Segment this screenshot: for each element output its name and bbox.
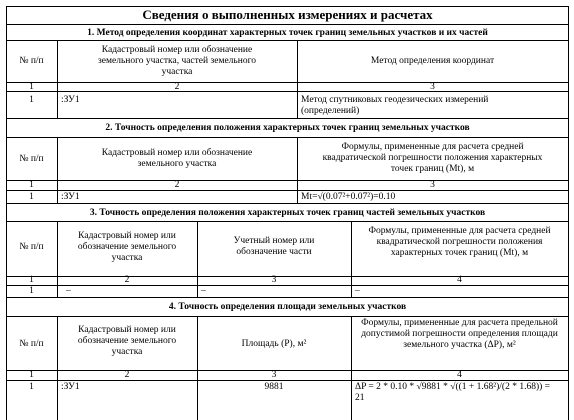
column-number: 4 [457, 275, 462, 285]
column-number: 1 [29, 180, 34, 190]
column-header: Учетный номер или обозначение части [233, 236, 315, 257]
row-number: 1 [29, 95, 34, 105]
column-number: 2 [174, 180, 180, 190]
column-header: Кадастровый номер или обозначение земельного участка [101, 148, 253, 169]
column-number: 1 [29, 82, 34, 92]
cell-method: Метод спутниковых геодезических измерений (определений) [301, 95, 489, 116]
cell-formula: ΔP = 2 * 0.10 * √9881 * √((1 + 1.68²)/(2 * 1.68)) = 21 [355, 382, 551, 403]
section-heading: 3. Точность определения положения характерных точек границ частей земельных участков [89, 208, 486, 218]
section-heading: 1. Метод определения координат характерных точек границ земельных участков и их частей [87, 28, 488, 38]
rule [6, 221, 569, 222]
cell-designation: – [66, 286, 71, 296]
rule [197, 316, 198, 420]
rule [6, 297, 569, 298]
column-number: 3 [430, 180, 435, 190]
rule [297, 40, 298, 118]
column-header: Кадастровый номер или обозначение земельного участка [77, 325, 177, 357]
column-header: Кадастровый номер или обозначение земельного участка [77, 231, 177, 263]
row-number: 1 [29, 286, 34, 296]
column-header: № п/п [19, 154, 44, 164]
row-number: 1 [29, 382, 34, 392]
column-header: № п/п [19, 339, 44, 349]
section-heading: 4. Точность определения площади земельных участков [168, 302, 407, 312]
rule [6, 40, 569, 41]
rule [6, 118, 569, 119]
column-number: 3 [271, 275, 277, 285]
rule [6, 316, 569, 317]
column-number: 2 [174, 82, 180, 92]
column-number: 4 [457, 370, 462, 380]
column-number: 2 [124, 370, 130, 380]
cell-designation: :ЗУ1 [61, 382, 80, 392]
column-number: 1 [29, 275, 34, 285]
rule [6, 137, 569, 138]
column-header: Формулы, примененные для расчета средней квадратической погрешности положения характерных точек границ (Mt), м [322, 142, 543, 174]
column-number: 3 [271, 370, 277, 380]
column-header: № п/п [19, 56, 44, 66]
rule [57, 137, 58, 203]
cell-formula: Mt=√(0.07²+0.07²)=0.10 [301, 192, 396, 202]
column-header: Площадь (P), м² [241, 339, 307, 349]
column-header: Кадастровый номер или обозначение земельного участка, частей земельного участка [98, 45, 256, 77]
column-header: Формулы, примененные для расчета предельной допустимой погрешности определения площади земельного участка (ΔP), м² [361, 318, 558, 350]
row-number: 1 [29, 192, 34, 202]
rule [6, 203, 569, 204]
cell-formula: – [355, 286, 360, 296]
cell-designation: :ЗУ1 [61, 192, 80, 202]
column-header: Формулы, примененные для расчета средней квадратической погрешности положения характерных точек границ (Mt), м [368, 226, 551, 258]
cell-area: 9881 [264, 382, 284, 392]
column-number: 1 [29, 370, 34, 380]
column-header: Метод определения координат [370, 56, 495, 66]
column-header: № п/п [19, 242, 44, 252]
document-title: Сведения о выполненных измерениях и расчетах [142, 7, 433, 22]
cell-part: – [201, 286, 206, 296]
cell-designation: :ЗУ1 [61, 95, 80, 105]
section-heading: 2. Точность определения положения характерных точек границ земельных участков [105, 123, 470, 133]
column-number: 3 [430, 82, 435, 92]
rule [6, 24, 569, 25]
column-number: 2 [124, 275, 130, 285]
